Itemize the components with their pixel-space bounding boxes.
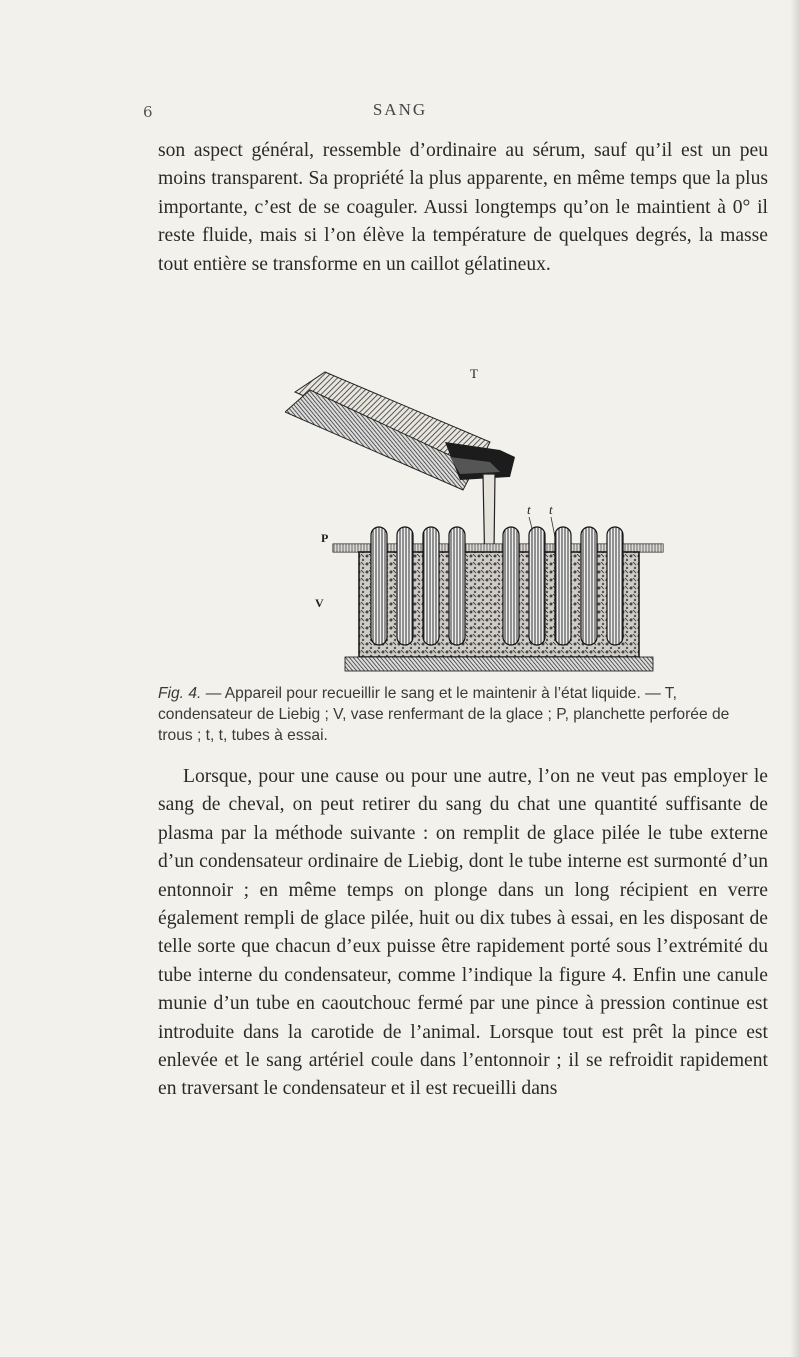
label-P: P xyxy=(321,531,329,545)
page-number: 6 xyxy=(143,103,153,121)
figure-caption xyxy=(158,683,768,746)
caption-label: Fig. 4. xyxy=(158,685,202,702)
label-t2: t xyxy=(549,502,553,517)
label-t1: t xyxy=(527,502,531,517)
page-edge-shadow xyxy=(790,0,800,1357)
running-head: SANG xyxy=(372,100,428,119)
figure-4-illustration xyxy=(285,362,705,680)
label-T: T xyxy=(470,366,478,381)
condenser-T xyxy=(285,372,515,490)
label-V: V xyxy=(315,596,324,610)
caption-text: — Appareil pour recueillir le sang et le maintenir à l’état liquide. — T, condensateur de Liebig ; V, vase renfermant de la glace ; P, planchette perforée de trous ; t, t, tubes à essai. xyxy=(158,685,730,744)
paragraph-2: Lorsque, pour une cause ou pour une autre, l’on ne veut pas employer le sang de cheval, on peut retirer du sang du chat une quantité suffisante de plasma par la méthode suivante : on remplit de glace pilée le tube externe d’un condensateur ordinaire de Liebig, dont le tube interne est surmonté d’un entonnoir ; en même temps on plonge dans un long récipient en verre également rempli de glace pilée, huit ou dix tubes à essai, en les disposant de telle sorte que chacun d’eux puisse être rapidement porté sous l’extrémité du tube interne du condensateur, comme l’indique la figure 4. Enfin une canule munie d’un tube en caoutchouc fermé par une pince à pression continue est introduite dans la carotide de l’animal. Lorsque tout est prêt la pince est enlevée et le sang artériel coule dans l’entonnoir ; il se refroidit rapidement en traversant le condensateur et il est recueilli dans xyxy=(158,766,768,1100)
paragraph-1: son aspect général, ressemble d’ordinaire au sérum, sauf qu’il est un peu moins transparent. Sa propriété la plus apparente, en même temps que la plus importante, c’est de se coaguler. Aussi longtemps qu’on le maintient à 0° il reste fluide, mais si l’on élève la température de quelques degrés, la masse tout entière se transforme en un caillot gélatineux. xyxy=(158,140,768,275)
